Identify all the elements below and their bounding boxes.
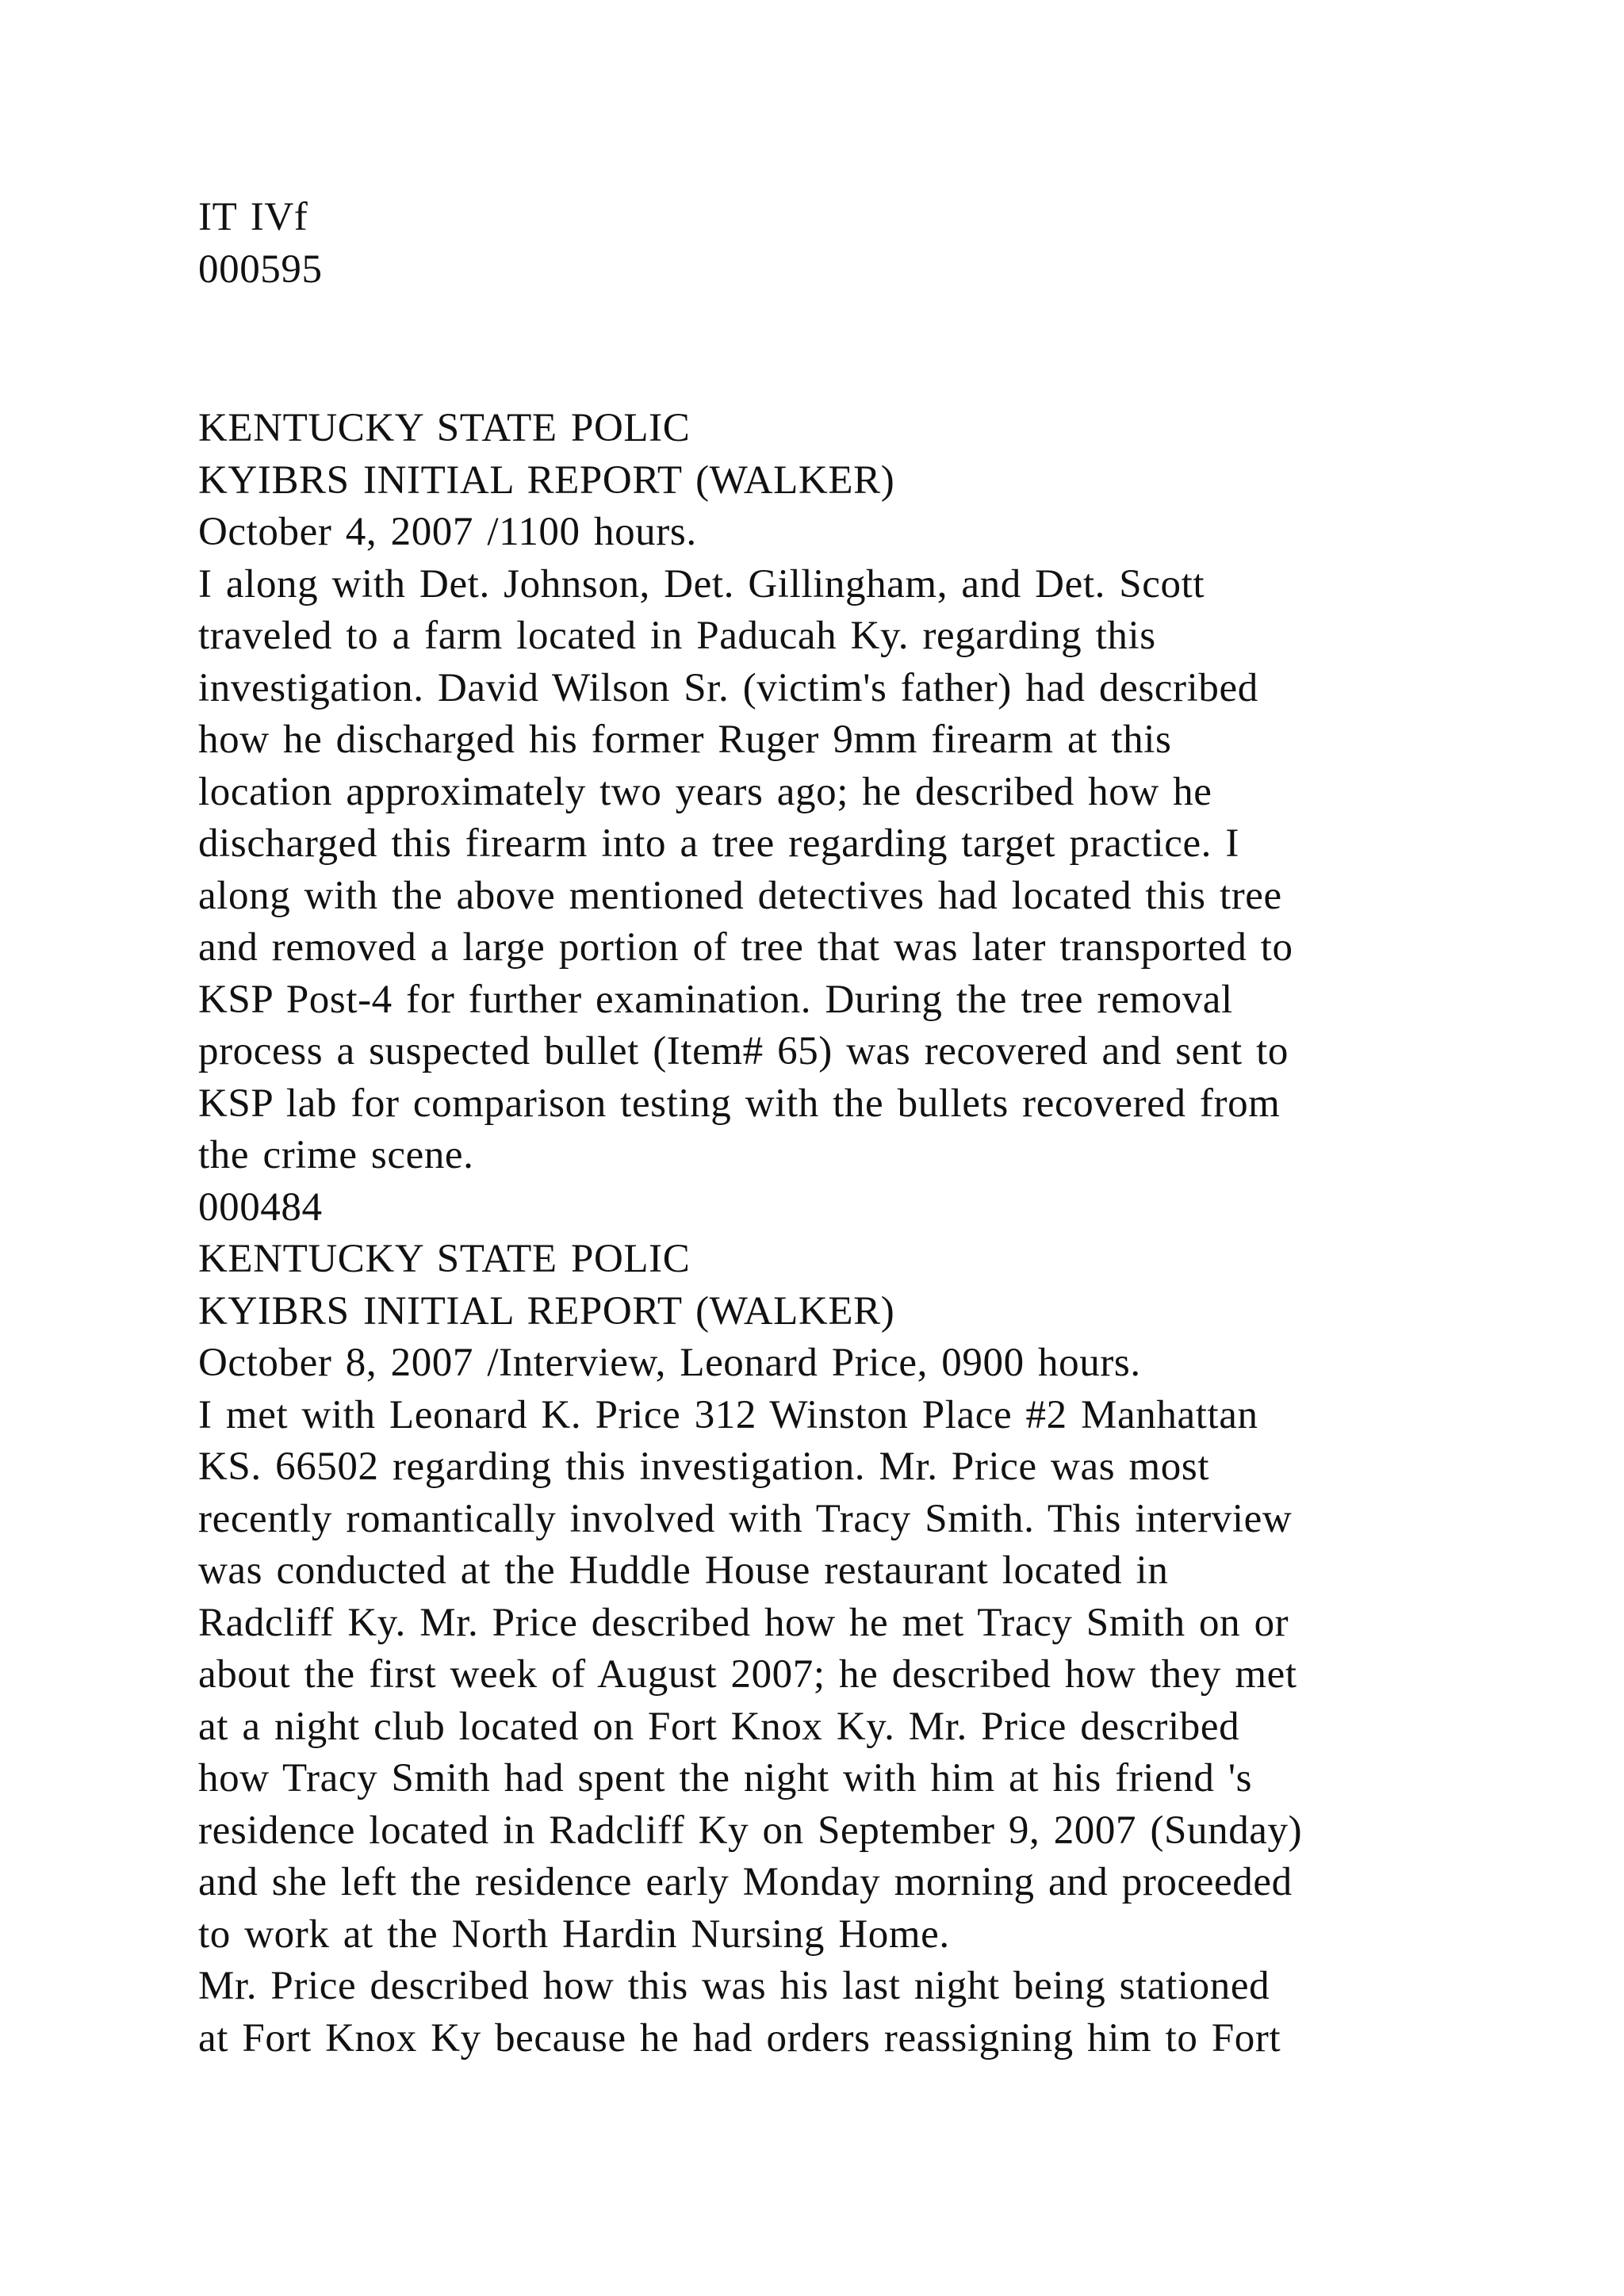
text-line: at Fort Knox Ky because he had orders reassigning him to Fort (198, 2015, 1281, 2061)
text-line: investigation. David Wilson Sr. (victim's father) had described (198, 665, 1258, 710)
text-line: traveled to a farm located in Paducah Ky. regarding this (198, 614, 1156, 658)
text-line: and she left the residence early Monday morning and proceeded (198, 1860, 1293, 1904)
text-line: KENTUCKY STATE POLIC (198, 406, 691, 450)
text-line: October 8, 2007 /Interview, Leonard Price, 0900 hours. (198, 1341, 1141, 1385)
text-line: KYIBRS INITIAL REPORT (WALKER) (198, 457, 895, 503)
text-line: process a suspected bullet (Item# 65) was recovered and sent to (198, 1029, 1289, 1073)
text-line: I met with Leonard K. Price 312 Winston Place #2 Manhattan (198, 1392, 1258, 1437)
text-line: about the first week of August 2007; he described how they met (198, 1652, 1297, 1697)
text-line: KSP Post-4 for further examination. During the tree removal (198, 977, 1233, 1022)
text-line: Radcliff Ky. Mr. Price described how he met Tracy Smith on or (198, 1600, 1289, 1645)
text-line: Mr. Price described how this was his last night being stationed (198, 1964, 1270, 2008)
text-line: KS. 66502 regarding this investigation. Mr. Price was most (198, 1445, 1210, 1489)
text-line: 000484 (198, 1184, 323, 1230)
text-line: KSP lab for comparison testing with the bullets recovered from (198, 1081, 1281, 1126)
text-line: to work at the North Hardin Nursing Home. (198, 1911, 950, 1957)
text-line: recently romantically involved with Tracy Smith. This interview (198, 1496, 1293, 1541)
text-line: location approximately two years ago; he described how he (198, 769, 1212, 814)
header-line: 000595 (198, 247, 323, 292)
document-header (198, 192, 1435, 296)
text-line: discharged this firearm into a tree regarding target practice. I (198, 821, 1239, 866)
text-line: October 4, 2007 /1100 hours. (198, 510, 697, 554)
text-line: how he discharged his former Ruger 9mm firearm at this (198, 718, 1172, 762)
text-line: residence located in Radcliff Ky on September 9, 2007 (Sunday) (198, 1808, 1303, 1853)
text-line: how Tracy Smith had spent the night with him at his friend 's (198, 1756, 1253, 1800)
text-line: I along with Det. Johnson, Det. Gillingham, and Det. Scott (198, 561, 1205, 607)
text-line: at a night club located on Fort Knox Ky. Mr. Price described (198, 1704, 1240, 1749)
text-line: and removed a large portion of tree that was later transported to (198, 925, 1293, 970)
text-line: along with the above mentioned detectives had located this tree (198, 873, 1282, 918)
document-body (198, 403, 1435, 2064)
text-line: KYIBRS INITIAL REPORT (WALKER) (198, 1288, 895, 1334)
text-line: the crime scene. (198, 1133, 474, 1177)
text-line: KENTUCKY STATE POLIC (198, 1237, 691, 1281)
header-line: IT IVf (198, 195, 308, 239)
text-line: was conducted at the Huddle House restaurant located in (198, 1548, 1169, 1593)
